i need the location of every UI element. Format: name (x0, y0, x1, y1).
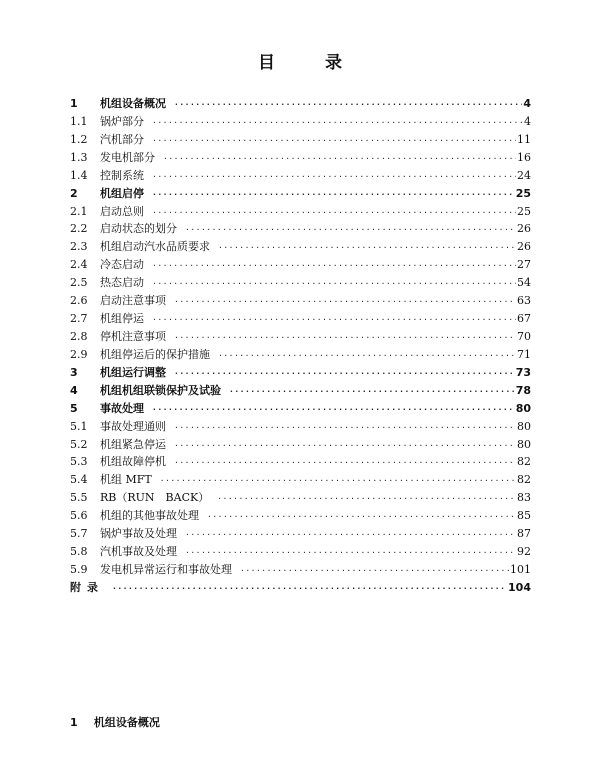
toc-entry[interactable] (70, 453, 531, 471)
toc-entry-number: 2.5 (70, 276, 88, 290)
toc-dot-leader (174, 454, 516, 472)
toc-entry-number: 2.4 (70, 258, 88, 272)
toc-entry[interactable] (70, 185, 531, 203)
toc-entry-page: 101 (510, 562, 531, 576)
toc-entry[interactable] (70, 131, 531, 149)
toc-entry-label: 冷态启动 (100, 258, 144, 272)
toc-entry-number: 5.3 (70, 455, 88, 469)
toc-entry-page: 25 (517, 204, 531, 218)
toc-entry-number: 2.6 (70, 294, 88, 308)
toc-entry-number: 1.4 (70, 168, 88, 182)
toc-entry-page: 80 (515, 401, 531, 415)
toc-entry-page: 4 (524, 114, 531, 128)
toc-entry-label: 汽机部分 (100, 132, 144, 146)
toc-entry[interactable] (70, 346, 531, 364)
toc-entry[interactable] (70, 274, 531, 292)
toc-entry-label: 启动注意事项 (100, 294, 166, 308)
toc-dot-leader (174, 437, 516, 455)
toc-entry-label: 启动状态的划分 (100, 222, 177, 236)
toc-dot-leader (174, 293, 516, 311)
toc-entry-number: 5.4 (70, 473, 88, 487)
toc-entry[interactable] (70, 149, 531, 167)
toc-entry[interactable] (70, 418, 531, 436)
toc-entry-number: 1.2 (70, 132, 88, 146)
toc-entry-number: 1.3 (70, 150, 88, 164)
toc-entry-number: 1 (70, 97, 78, 110)
toc-dot-leader (152, 168, 516, 186)
toc-entry[interactable] (70, 167, 531, 185)
toc-entry-label: 机组的其他事故处理 (100, 509, 199, 523)
toc-entry-page: 71 (517, 347, 531, 361)
toc-entry[interactable] (70, 382, 531, 400)
toc-dot-leader (163, 150, 516, 168)
toc-entry-number: 2.1 (70, 204, 88, 218)
toc-entry-page: 82 (517, 473, 531, 487)
table-of-contents (70, 95, 531, 597)
toc-dot-leader (112, 580, 507, 598)
toc-entry[interactable] (70, 471, 531, 489)
toc-entry-number: 2.2 (70, 222, 88, 236)
toc-entry-number: 5.1 (70, 419, 88, 433)
toc-entry-label: 启动总则 (100, 204, 144, 218)
toc-dot-leader (152, 401, 515, 419)
toc-entry-label: 机组紧急停运 (100, 437, 166, 451)
toc-entry-page: 54 (517, 276, 531, 290)
toc-entry-label: 机组运行调整 (100, 365, 166, 379)
toc-dot-leader (174, 96, 522, 114)
toc-entry-page: 92 (517, 545, 531, 559)
toc-dot-leader (185, 526, 516, 544)
toc-entry-label: 机组机组联锁保护及试验 (100, 383, 221, 397)
section-heading (70, 714, 160, 732)
toc-entry[interactable] (70, 238, 531, 256)
toc-dot-leader (152, 186, 515, 204)
toc-entry[interactable] (70, 364, 531, 382)
page-title: 目 录 (258, 53, 364, 73)
toc-entry-number: 5 (70, 401, 78, 415)
toc-entry-label: 机组停运 (100, 312, 144, 326)
toc-entry-number: 2.3 (70, 240, 88, 254)
toc-entry[interactable] (70, 489, 531, 507)
toc-entry-page: 11 (517, 132, 531, 146)
toc-entry-label: 汽机事故及处理 (100, 545, 177, 559)
toc-entry-label: 锅炉部分 (100, 114, 144, 128)
toc-entry[interactable] (70, 113, 531, 131)
toc-entry-label: 机组故障停机 (100, 455, 166, 469)
toc-entry-number: 2.9 (70, 347, 88, 361)
toc-dot-leader (152, 204, 516, 222)
toc-entry[interactable] (70, 543, 531, 561)
toc-entry-page: 78 (515, 383, 531, 397)
toc-entry[interactable] (70, 507, 531, 525)
toc-entry[interactable] (70, 292, 531, 310)
toc-entry-page: 73 (515, 365, 531, 379)
toc-entry-number: 5.8 (70, 545, 88, 559)
toc-entry-label: 机组启动汽水品质要求 (100, 240, 210, 254)
toc-entry-label: 事故处理通则 (100, 419, 166, 433)
toc-dot-leader (152, 257, 516, 275)
toc-entry-number: 4 (70, 383, 78, 397)
toc-entry[interactable] (70, 400, 531, 418)
toc-entry-page: 25 (515, 186, 531, 200)
toc-dot-leader (174, 329, 516, 347)
toc-entry-number: 2.7 (70, 312, 88, 326)
toc-entry[interactable] (70, 436, 531, 454)
section-heading-label: 机组设备概况 (93, 716, 160, 729)
toc-entry-page: 80 (517, 437, 531, 451)
toc-entry-page: 70 (517, 329, 531, 343)
toc-entry[interactable] (70, 561, 531, 579)
toc-dot-leader (229, 383, 515, 401)
toc-dot-leader (207, 508, 516, 526)
toc-entry-label: 停机注意事项 (100, 329, 166, 343)
toc-entry-page: 16 (517, 150, 531, 164)
toc-dot-leader (185, 544, 516, 562)
toc-entry-page: 26 (517, 222, 531, 236)
toc-entry-label: 发电机部分 (100, 150, 155, 164)
toc-entry-page: 4 (523, 97, 531, 110)
toc-entry-page: 82 (517, 455, 531, 469)
toc-dot-leader (217, 490, 516, 508)
toc-dot-leader (152, 132, 516, 150)
toc-entry-page: 80 (517, 419, 531, 433)
toc-entry-number: 5.9 (70, 562, 88, 576)
toc-dot-leader (174, 419, 516, 437)
toc-entry-label: 机组停运后的保护措施 (100, 347, 210, 361)
toc-entry-number: 3 (70, 365, 78, 379)
toc-entry[interactable] (70, 220, 531, 238)
toc-dot-leader (174, 365, 515, 383)
toc-entry-page: 85 (517, 509, 531, 523)
toc-entry-number: 5.6 (70, 509, 88, 523)
toc-entry-page: 27 (517, 258, 531, 272)
toc-entry-label: 发电机异常运行和事故处理 (100, 562, 232, 576)
toc-entry[interactable] (70, 328, 531, 346)
toc-entry-label: 机组设备概况 (100, 97, 166, 110)
toc-entry-page: 24 (517, 168, 531, 182)
toc-entry[interactable] (70, 525, 531, 543)
toc-dot-leader (218, 347, 516, 365)
toc-entry-label: 控制系统 (100, 168, 144, 182)
toc-entry-page: 63 (517, 294, 531, 308)
toc-entry-number: 5.5 (70, 491, 88, 505)
section-heading-number: 1 (70, 716, 78, 729)
toc-entry-number: 2 (70, 186, 78, 200)
toc-entry-number: 1.1 (70, 114, 88, 128)
toc-entry-number: 5.7 (70, 527, 88, 541)
toc-dot-leader (218, 239, 516, 257)
toc-entry-page: 67 (517, 312, 531, 326)
toc-entry-number: 附录 (70, 580, 104, 594)
toc-entry[interactable] (70, 256, 531, 274)
toc-dot-leader (240, 562, 509, 580)
toc-dot-leader (160, 472, 516, 490)
toc-entry-number: 5.2 (70, 437, 88, 451)
toc-entry-label: 机组启停 (100, 186, 144, 200)
toc-dot-leader (185, 221, 516, 239)
toc-entry-page: 26 (517, 240, 531, 254)
toc-entry-number: 2.8 (70, 329, 88, 343)
toc-dot-leader (152, 275, 516, 293)
toc-entry-label: 机组 MFT (100, 473, 152, 487)
toc-entry-page: 87 (517, 527, 531, 541)
toc-entry[interactable] (70, 579, 531, 597)
toc-entry[interactable] (70, 310, 531, 328)
toc-entry-label: RB（RUN BACK） (100, 491, 210, 505)
toc-entry-page: 83 (517, 491, 531, 505)
toc-dot-leader (152, 114, 523, 132)
toc-entry-page: 104 (508, 580, 531, 594)
toc-entry-label: 事故处理 (100, 401, 144, 415)
toc-entry[interactable] (70, 203, 531, 221)
toc-dot-leader (152, 311, 516, 329)
toc-entry-label: 锅炉事故及处理 (100, 527, 177, 541)
toc-entry[interactable] (70, 95, 531, 113)
toc-entry-label: 热态启动 (100, 276, 144, 290)
